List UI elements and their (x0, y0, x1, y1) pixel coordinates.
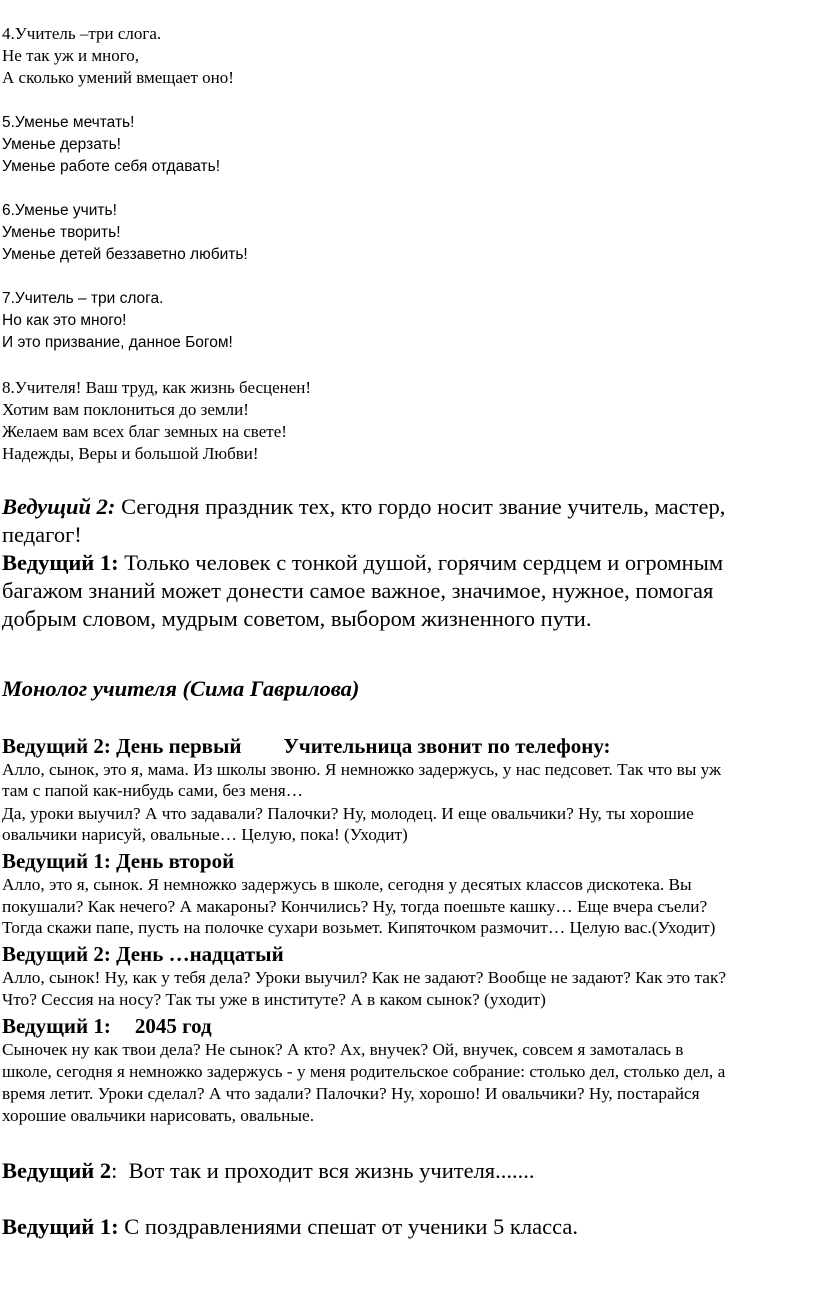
intro-text: Сегодня праздник тех, кто гордо носит звание учитель, мастер, (115, 494, 726, 519)
day2-heading: Ведущий 1: День второй (2, 849, 235, 873)
monologue-line: Алло, сынок, это я, мама. Из школы звоню. Я немножко задержусь, у нас педсовет. Так что вы уж (2, 760, 722, 779)
heading-part: Ведущий 1: (2, 1014, 111, 1038)
poem-line: Хотим вам поклониться до земли! (2, 400, 249, 419)
poem-line: Не так уж и много, (2, 46, 140, 65)
monologue-line: Что? Сессия на носу? Так ты уже в институте? А в каком сынок? (уходит) (2, 990, 546, 1009)
monologue-line: Алло, это я, сынок. Я немножко задержусь в школе, сегодня у десятых классов дискотека. Вы (2, 875, 692, 894)
year2045-heading (2, 1014, 212, 1039)
poem-line: 7.Учитель – три слога. (2, 290, 164, 307)
intro-text: Только человек с тонкой душой, горячим сердцем и огромным (118, 550, 724, 575)
monologue-title: Монолог учителя (Сима Гаврилова) (2, 676, 360, 701)
monologue-line: школе, сегодня я немножко задержусь - у меня родительское собрание: столько дел, столько дел, а (2, 1062, 726, 1081)
outro-text: С поздравлениями спешат от ученики 5 класса. (118, 1214, 578, 1239)
poem-line: 5.Уменье мечтать! (2, 114, 135, 131)
monologue-line: Сыночек ну как твои дела? Не сынок? А кто? Ах, внучек? Ой, внучек, совсем я замоталась в (2, 1040, 684, 1059)
intro-text: багажом знаний может донести самое важное, значимое, нужное, помогая (2, 578, 714, 603)
outro-host1-line (2, 1214, 578, 1240)
heading-part: 2045 год (134, 1014, 212, 1038)
day3-heading: Ведущий 2: День …надцатый (2, 942, 284, 966)
host-label: Ведущий 1: (2, 1214, 119, 1239)
monologue-line: покушали? Как нечего? А макароны? Кончились? Ну, тогда поешьте кашку… Еще вчера съели? (2, 897, 708, 916)
monologue-line: Да, уроки выучил? А что задавали? Палочки? Ну, молодец. И еще овальчики? Ну, ты хорошие (2, 804, 694, 823)
heading-part: Учительница звонит по телефону: (283, 734, 611, 758)
poem-line: 4.Учитель –три слога. (2, 24, 162, 43)
monologue-line: время летит. Уроки сделал? А что задали? Палочки? Ну, хорошо! И овальчики? Ну, постарайся (2, 1084, 700, 1103)
poem-line: Уменье творить! (2, 224, 121, 241)
intro-text: добрым словом, мудрым советом, выбором жизненного пути. (2, 606, 592, 631)
poem-line: 6.Уменье учить! (2, 202, 117, 219)
poem-line: Надежды, Веры и большой Любви! (2, 444, 259, 463)
intro-host2-line (2, 494, 725, 520)
poem-line: Уменье работе себя отдавать! (2, 158, 221, 175)
host-label: Ведущий 2 (2, 1158, 112, 1183)
poem-line: Уменье дерзать! (2, 136, 121, 153)
monologue-line: там с папой как-нибудь сами, без меня… (2, 781, 304, 800)
intro-host1-line (2, 550, 723, 576)
poem-line: Уменье детей беззаветно любить! (2, 246, 248, 263)
outro-text: : Вот так и проходит вся жизнь учителя....... (111, 1158, 535, 1183)
host-label: Ведущий 1: (2, 550, 119, 575)
poem-line: Но как это много! (2, 312, 127, 329)
day1-heading (2, 734, 611, 759)
monologue-line: Тогда скажи папе, пусть на полочке сухари возьмет. Кипяточком размочит… Целую вас.(Уходит) (2, 918, 716, 937)
heading-part: Ведущий 2: День первый (2, 734, 242, 758)
poem-line: 8.Учителя! Ваш труд, как жизнь бесценен! (2, 378, 312, 397)
monologue-line: овальчики нарисуй, овальные… Целую, пока! (Уходит) (2, 825, 408, 844)
intro-text: педагог! (2, 522, 82, 547)
poem-line: Желаем вам всех благ земных на свете! (2, 422, 287, 441)
monologue-line: Алло, сынок! Ну, как у тебя дела? Уроки выучил? Как не задают? Вообще не задают? Как это так? (2, 968, 727, 987)
poem-line: И это призвание, данное Богом! (2, 334, 233, 351)
host-label: Ведущий 2: (2, 494, 116, 519)
poem-line: А сколько умений вмещает оно! (2, 68, 234, 87)
outro-host2-line (2, 1158, 535, 1184)
monologue-line: хорошие овальчики нарисовать, овальные. (2, 1106, 315, 1125)
